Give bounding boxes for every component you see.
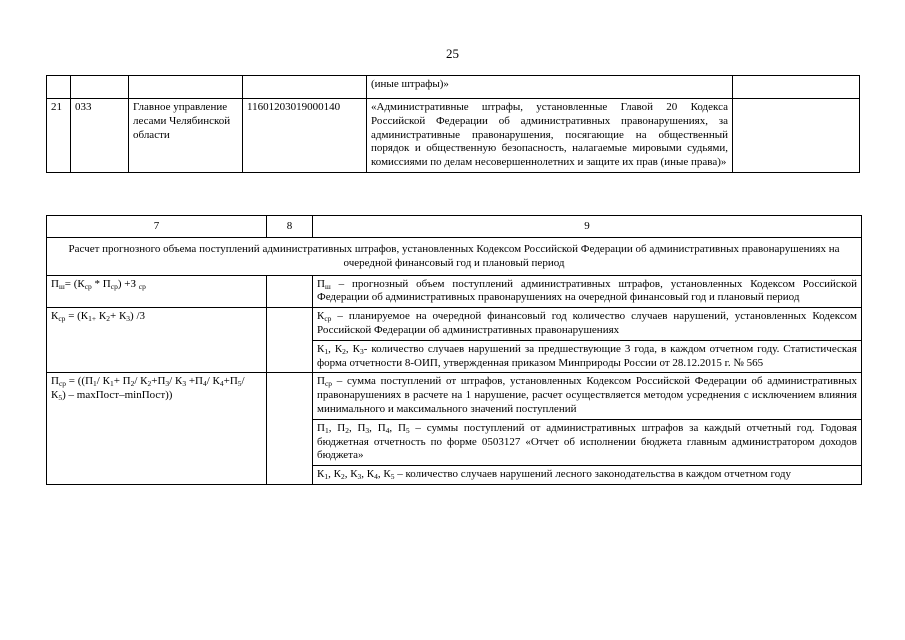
- cell-org: Главное управление лесами Челябинской области: [129, 99, 243, 173]
- cell-code: 033: [71, 99, 129, 173]
- column-header-9: 9: [313, 216, 862, 238]
- source-cell: [267, 308, 313, 373]
- formula-description: $П_{ср}$ – сумма поступлений от штрафов, установленных Кодексом Российской Федерации об административных правонарушениях в расчете на 1 нарушение, расчет осуществляется методом усреднения с исключением влияния минимального и максимального значений поступлений: [313, 373, 862, 419]
- header-row: [47, 216, 862, 238]
- cell-text: «Административные штрафы, установленные Главой 20 Кодекса Российской Федерации об административных правонарушениях, за административные правонарушения, посягающие на общественный порядок и общественную безопасность, налагаемые мировыми судьями, комиссиями по делам несовершеннолетних и защите их прав (иные права)»: [367, 99, 733, 173]
- table-row: [47, 99, 860, 173]
- source-cell: [267, 275, 313, 308]
- formula-pshtrafy: $П_ш= (К_{ср} * П_{ср}) +З$ $_{ср}$: [47, 275, 267, 308]
- cell-num: 21: [47, 99, 71, 173]
- kbk-table: [46, 75, 860, 173]
- table-row-continuation: [47, 76, 860, 99]
- formula-ksr: $К_{ср} = (К_{1+}$ $К_2+ К_3$) /3: [47, 308, 267, 373]
- formula-description: $К_1$, $К_2$, $К_3$, $К_4$, $К_5$ – количество случаев нарушений лесного законодательства в каждом отчетном году: [313, 466, 862, 485]
- section-title: Расчет прогнозного объема поступлений административных штрафов, установленных Кодексом Российской Федерации об административных правонарушениях на очередной финансовый год и плановый период: [47, 238, 862, 276]
- cell-extra: [733, 76, 860, 99]
- formula-description: $К_{ср}$ – планируемое на очередной финансовый год количество случаев нарушений, установленных Кодексом Российской Федерации об административных правонарушениях: [313, 308, 862, 341]
- formula-description: $П_ш$ – прогнозный объем поступлений административных штрафов, установленных Кодексом Российской Федерации об административных правонарушениях на очередной финансовый год и плановый период: [313, 275, 862, 308]
- cell-extra: [733, 99, 860, 173]
- formula-psr: $П_{ср} = ((П_1/$ $К_1+ П_2/$ $К_2+П_3/$ $К_3 +П_4/$ $К_4+П_5/$ $К_5$) – maxПост–minПост)): [47, 373, 267, 485]
- cell-code: [71, 76, 129, 99]
- source-cell: [267, 373, 313, 485]
- cell-org: [129, 76, 243, 99]
- page-number: 25: [446, 46, 459, 61]
- cell-kbk: [243, 76, 367, 99]
- formula-description: $К_1$, $К_2$, $К_3-$ количество случаев нарушений за предшествующие 3 года, в каждом отчетном году. Статистическая форма отчетности 8-ОИП, утвержденная приказом Минприроды России от 28.12.2015 г. № 565: [313, 340, 862, 373]
- column-header-7: 7: [47, 216, 267, 238]
- section-title-row: [47, 238, 862, 276]
- formula-description: $П_1$, $П_2$, $П_3$, $П_4$, $П_5$ – суммы поступлений от административных штрафов за каждый отчетный год. Годовая бюджетная отчетность по форме 0503127 «Отчет об исполнении бюджета главным администратором доходов бюджета»: [313, 419, 862, 465]
- formula-row: [47, 373, 862, 419]
- column-header-8: 8: [267, 216, 313, 238]
- formula-row: [47, 275, 862, 308]
- cell-num: [47, 76, 71, 99]
- calculation-table: [46, 215, 862, 485]
- cell-text: (иные штрафы)»: [367, 76, 733, 99]
- cell-kbk: 11601203019000140: [243, 99, 367, 173]
- formula-row: [47, 308, 862, 341]
